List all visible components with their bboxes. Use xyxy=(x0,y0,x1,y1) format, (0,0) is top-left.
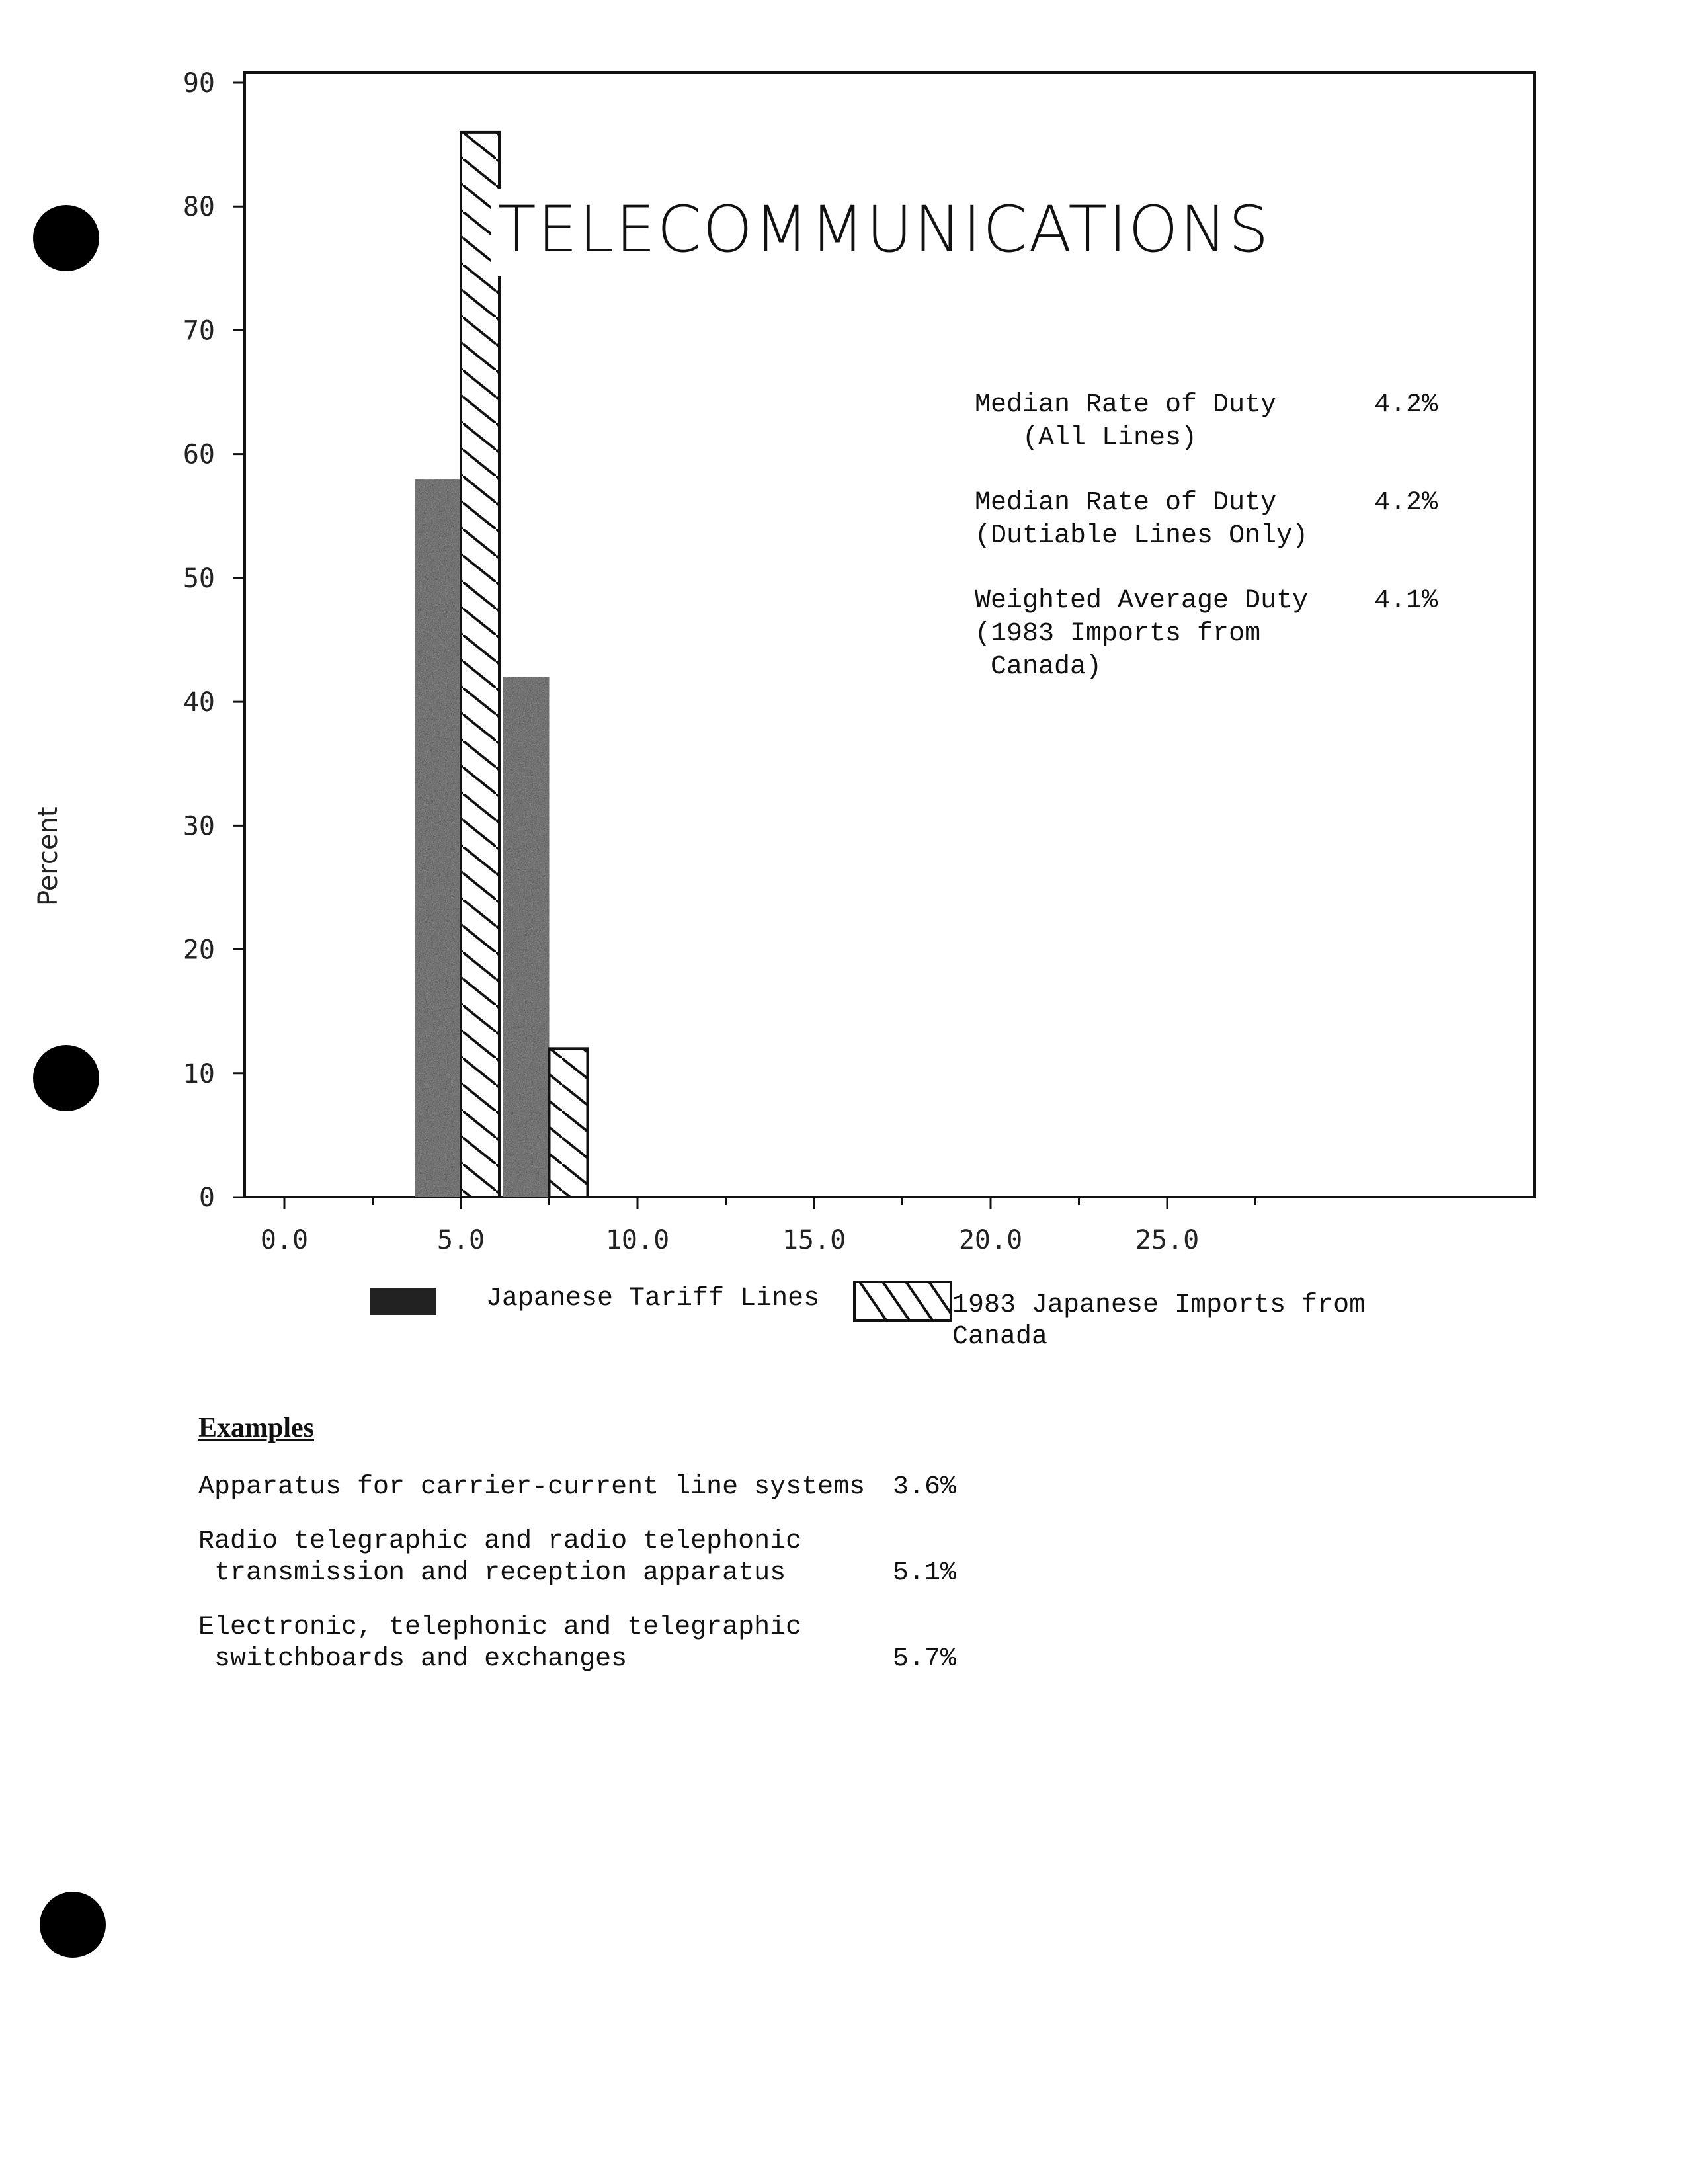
example-row xyxy=(198,1612,956,1675)
example-label: Electronic, telephonic and telegraphic switchboards and exchanges xyxy=(198,1613,802,1674)
chart-title: TELECOMMUNICATIONS xyxy=(497,192,1270,267)
stat-label: Median Rate of Duty (Dutiable Lines Only) xyxy=(975,488,1309,551)
stat-median-dutiable xyxy=(975,487,1438,553)
legend-label-imports: 1983 Japanese Imports from Canada xyxy=(952,1290,1366,1352)
bars xyxy=(415,132,649,1197)
stat-value: 4.1% xyxy=(1374,586,1438,616)
examples-section xyxy=(198,1412,956,1698)
stat-label: Weighted Average Duty (1983 Imports from Canada) xyxy=(975,586,1309,682)
stat-median-all xyxy=(975,389,1438,455)
summary-stats xyxy=(975,389,1438,716)
y-tick-label: 70 xyxy=(183,315,215,347)
y-tick-label: 20 xyxy=(183,935,215,966)
y-tick-label: 80 xyxy=(183,192,215,223)
y-axis xyxy=(183,68,245,1213)
examples-title: Examples xyxy=(198,1413,315,1443)
y-tick-label: 60 xyxy=(183,439,215,470)
binder-hole-bottom xyxy=(40,1892,106,1958)
bar-tariff-lines xyxy=(415,479,461,1197)
x-tick-label: 25.0 xyxy=(1135,1225,1200,1255)
x-tick-label: 0.0 xyxy=(260,1225,309,1255)
legend-swatch-solid xyxy=(370,1288,436,1315)
y-tick-label: 40 xyxy=(183,687,215,718)
x-tick-label: 15.0 xyxy=(782,1225,846,1255)
stat-label: Median Rate of Duty (All Lines) xyxy=(975,390,1277,453)
bar-imports-from-canada xyxy=(461,132,499,1197)
example-value: 3.6% xyxy=(893,1472,957,1502)
x-tick-label: 5.0 xyxy=(436,1225,485,1255)
stat-value: 4.2% xyxy=(1374,488,1438,518)
example-value: 5.1% xyxy=(893,1558,957,1588)
y-tick-label: 90 xyxy=(183,68,215,99)
y-tick-label: 10 xyxy=(183,1058,215,1089)
x-axis xyxy=(261,1197,1256,1255)
stat-weighted-average xyxy=(975,585,1438,684)
y-tick-label: 30 xyxy=(183,811,215,842)
x-tick-label: 20.0 xyxy=(958,1225,1023,1255)
example-row xyxy=(198,1472,956,1503)
y-tick-label: 50 xyxy=(183,563,215,594)
example-label: Apparatus for carrier-current line systems xyxy=(198,1472,866,1502)
stat-value: 4.2% xyxy=(1374,390,1438,420)
y-axis-label: Percent xyxy=(33,806,63,906)
x-tick-label: 10.0 xyxy=(605,1225,670,1255)
example-row xyxy=(198,1526,956,1589)
example-label: Radio telegraphic and radio telephonic transmission and reception apparatus xyxy=(198,1527,802,1588)
bar-imports-from-canada xyxy=(550,1048,588,1197)
y-tick-label: 0 xyxy=(198,1183,215,1213)
bar-tariff-lines xyxy=(503,677,550,1197)
example-value: 5.7% xyxy=(893,1644,957,1674)
legend-label-tariff-lines: Japanese Tariff Lines xyxy=(486,1284,820,1314)
legend-swatch-hatch xyxy=(853,1281,952,1322)
